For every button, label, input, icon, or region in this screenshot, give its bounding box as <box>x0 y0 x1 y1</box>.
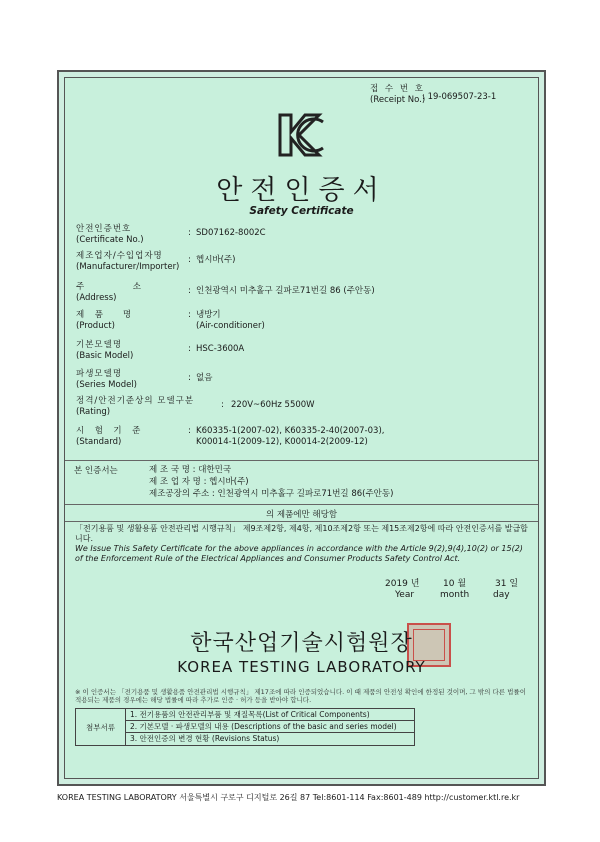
receipt-label-en: (Receipt No.) <box>370 95 426 105</box>
field-manufacturer: 제조업자/수입업자명 (Manufacturer/Importer) : 헵시바(주) <box>76 251 236 272</box>
field-value: 헵시바(주) <box>196 255 236 265</box>
date-day: 31 일 <box>495 579 519 589</box>
organization-english: KOREA TESTING LABORATORY <box>177 658 426 676</box>
applicability-note: 의 제품에만 해당함 <box>265 510 338 520</box>
attachment-row: 1. 전기용품의 안전관리부품 및 재질목록(List of Critical Components) <box>126 709 414 721</box>
field-label-ko: 제조업자/수입업자명 <box>76 251 163 261</box>
field-value: 인천광역시 미추홀구 길파로71번길 86 (주안동) <box>196 286 375 296</box>
field-label-ko: 파생모델명 <box>76 369 123 379</box>
field-label-ko: 안전인증번호 <box>76 224 132 234</box>
field-series-model: 파생모델명 (Series Model) : 없음 <box>76 369 213 390</box>
field-value-2: K00014-1(2009-12), K00014-2(2009-12) <box>196 437 368 447</box>
field-value: HSC-3600A <box>196 344 245 354</box>
field-label-ko: 정격/안전기준상의 모델구분 <box>76 396 195 406</box>
issue-line: 제 조 업 자 명 : 헵시바(주) <box>149 477 249 487</box>
issuance-statement <box>75 524 528 564</box>
field-label-en: (Basic Model) <box>76 350 134 361</box>
field-standard: 시 험 기 준 (Standard) : K60335-1(2007-02), K60335-2-40(2007-03), K00014-1(2009-12), K00014-2(2009-12) <box>76 426 385 447</box>
field-label-ko: 주 소 <box>76 282 142 292</box>
statement-en: We Issue This Safety Certificate for the above appliances in accordance with the Article 9(2),9(4),10(2) or 15(2) of the Enforcement Rule of the Electrical Appliances and Consumer Products Safety Control Act. <box>75 544 523 563</box>
receipt-label-ko: 접 수 번 호 <box>370 84 425 94</box>
certificate-body <box>64 77 539 779</box>
field-value: SD07162-8002C <box>196 228 266 238</box>
field-value: 220V~60Hz 5500W <box>231 400 315 410</box>
date-year: 2019 년 <box>385 579 420 589</box>
field-value: 없음 <box>196 373 213 383</box>
receipt-block <box>370 84 497 106</box>
divider <box>65 460 538 461</box>
legal-notice: ※ 이 인증서는 「전기용품 및 생활용품 안전관리법 시행규칙」 제17조에 따라 인증되었습니다. 이 때 제품의 안전성 확인에 한정된 것이며, 그 밖의 다른 법률이 적용되는 제품의 경우에는 해당 법률에 따라 추가로 인증 · 허가 등을 받아야 합니다. <box>75 688 526 704</box>
field-label-ko: 시 험 기 준 <box>76 426 142 436</box>
attachment-row: 2. 기본모델 · 파생모델의 내용 (Descriptions of the basic and series model) <box>126 721 414 733</box>
field-label-ko: 기본모델명 <box>76 340 123 350</box>
issue-line: 제 조 국 명 : 대한민국 <box>149 465 232 475</box>
footer-contact: KOREA TESTING LABORATORY 서울특별시 구로구 디지털로 26길 87 Tel:8601-114 Fax:8601-489 http://customer.ktl.re.kr <box>57 793 520 802</box>
attachments-table <box>75 708 415 746</box>
issue-line: 제조공장의 주소 : 인천광역시 미추홀구 길파로71번길 86(주안동) <box>149 489 394 499</box>
date-month-en: month <box>440 590 470 600</box>
title-english: Safety Certificate <box>249 205 354 217</box>
kc-mark-icon <box>277 112 327 158</box>
date-day-en: day <box>493 590 510 600</box>
date-year-en: Year <box>395 590 415 600</box>
field-label-en: (Address) <box>76 292 117 303</box>
attachments-header: 첨부서류 <box>76 709 126 745</box>
organization-korean: 한국산업기술시험원장 <box>190 631 413 656</box>
field-certificate-no: 안전인증번호 (Certificate No.) : SD07162-8002C <box>76 224 266 245</box>
field-basic-model: 기본모델명 (Basic Model) : HSC-3600A <box>76 340 245 361</box>
field-label-en: (Series Model) <box>76 379 137 390</box>
statement-ko: 「전기용품 및 생활용품 안전관리법 시행규칙」 제9조제2항, 제4항, 제10조제2항 또는 제15조제2항에 따라 안전인증서를 발급합니다. <box>75 524 528 543</box>
field-value: K60335-1(2007-02), K60335-2-40(2007-03), <box>196 426 385 436</box>
field-value-2: (Air-conditioner) <box>196 321 265 331</box>
field-label-en: (Product) <box>76 320 115 331</box>
divider <box>65 521 538 522</box>
field-label-ko: 제 품 명 <box>76 310 133 320</box>
field-label-en: (Standard) <box>76 436 122 447</box>
field-label-en: (Manufacturer/Importer) <box>76 261 180 272</box>
divider <box>65 504 538 505</box>
date-month: 10 월 <box>443 579 467 589</box>
field-label-en: (Certificate No.) <box>76 234 144 245</box>
field-value: 냉방기 <box>196 310 221 320</box>
certificate-frame <box>57 70 546 786</box>
field-label-en: (Rating) <box>76 406 111 417</box>
title-korean: 안전인증서 <box>216 175 387 206</box>
field-rating: 정격/안전기준상의 모델구분 (Rating) : 220V~60Hz 5500W <box>76 396 315 417</box>
issue-label: 본 인증서는 <box>74 466 118 476</box>
field-product: 제 품 명 (Product) : 냉방기 (Air-conditioner) <box>76 310 265 331</box>
receipt-number: : 19-069507-23-1 <box>422 92 497 102</box>
attachment-row: 3. 안전인증의 변경 현황 (Revisions Status) <box>130 734 280 743</box>
field-address: 주 소 (Address) : 인천광역시 미추홀구 길파로71번길 86 (주안동) <box>76 282 375 303</box>
issue-details <box>149 464 393 500</box>
